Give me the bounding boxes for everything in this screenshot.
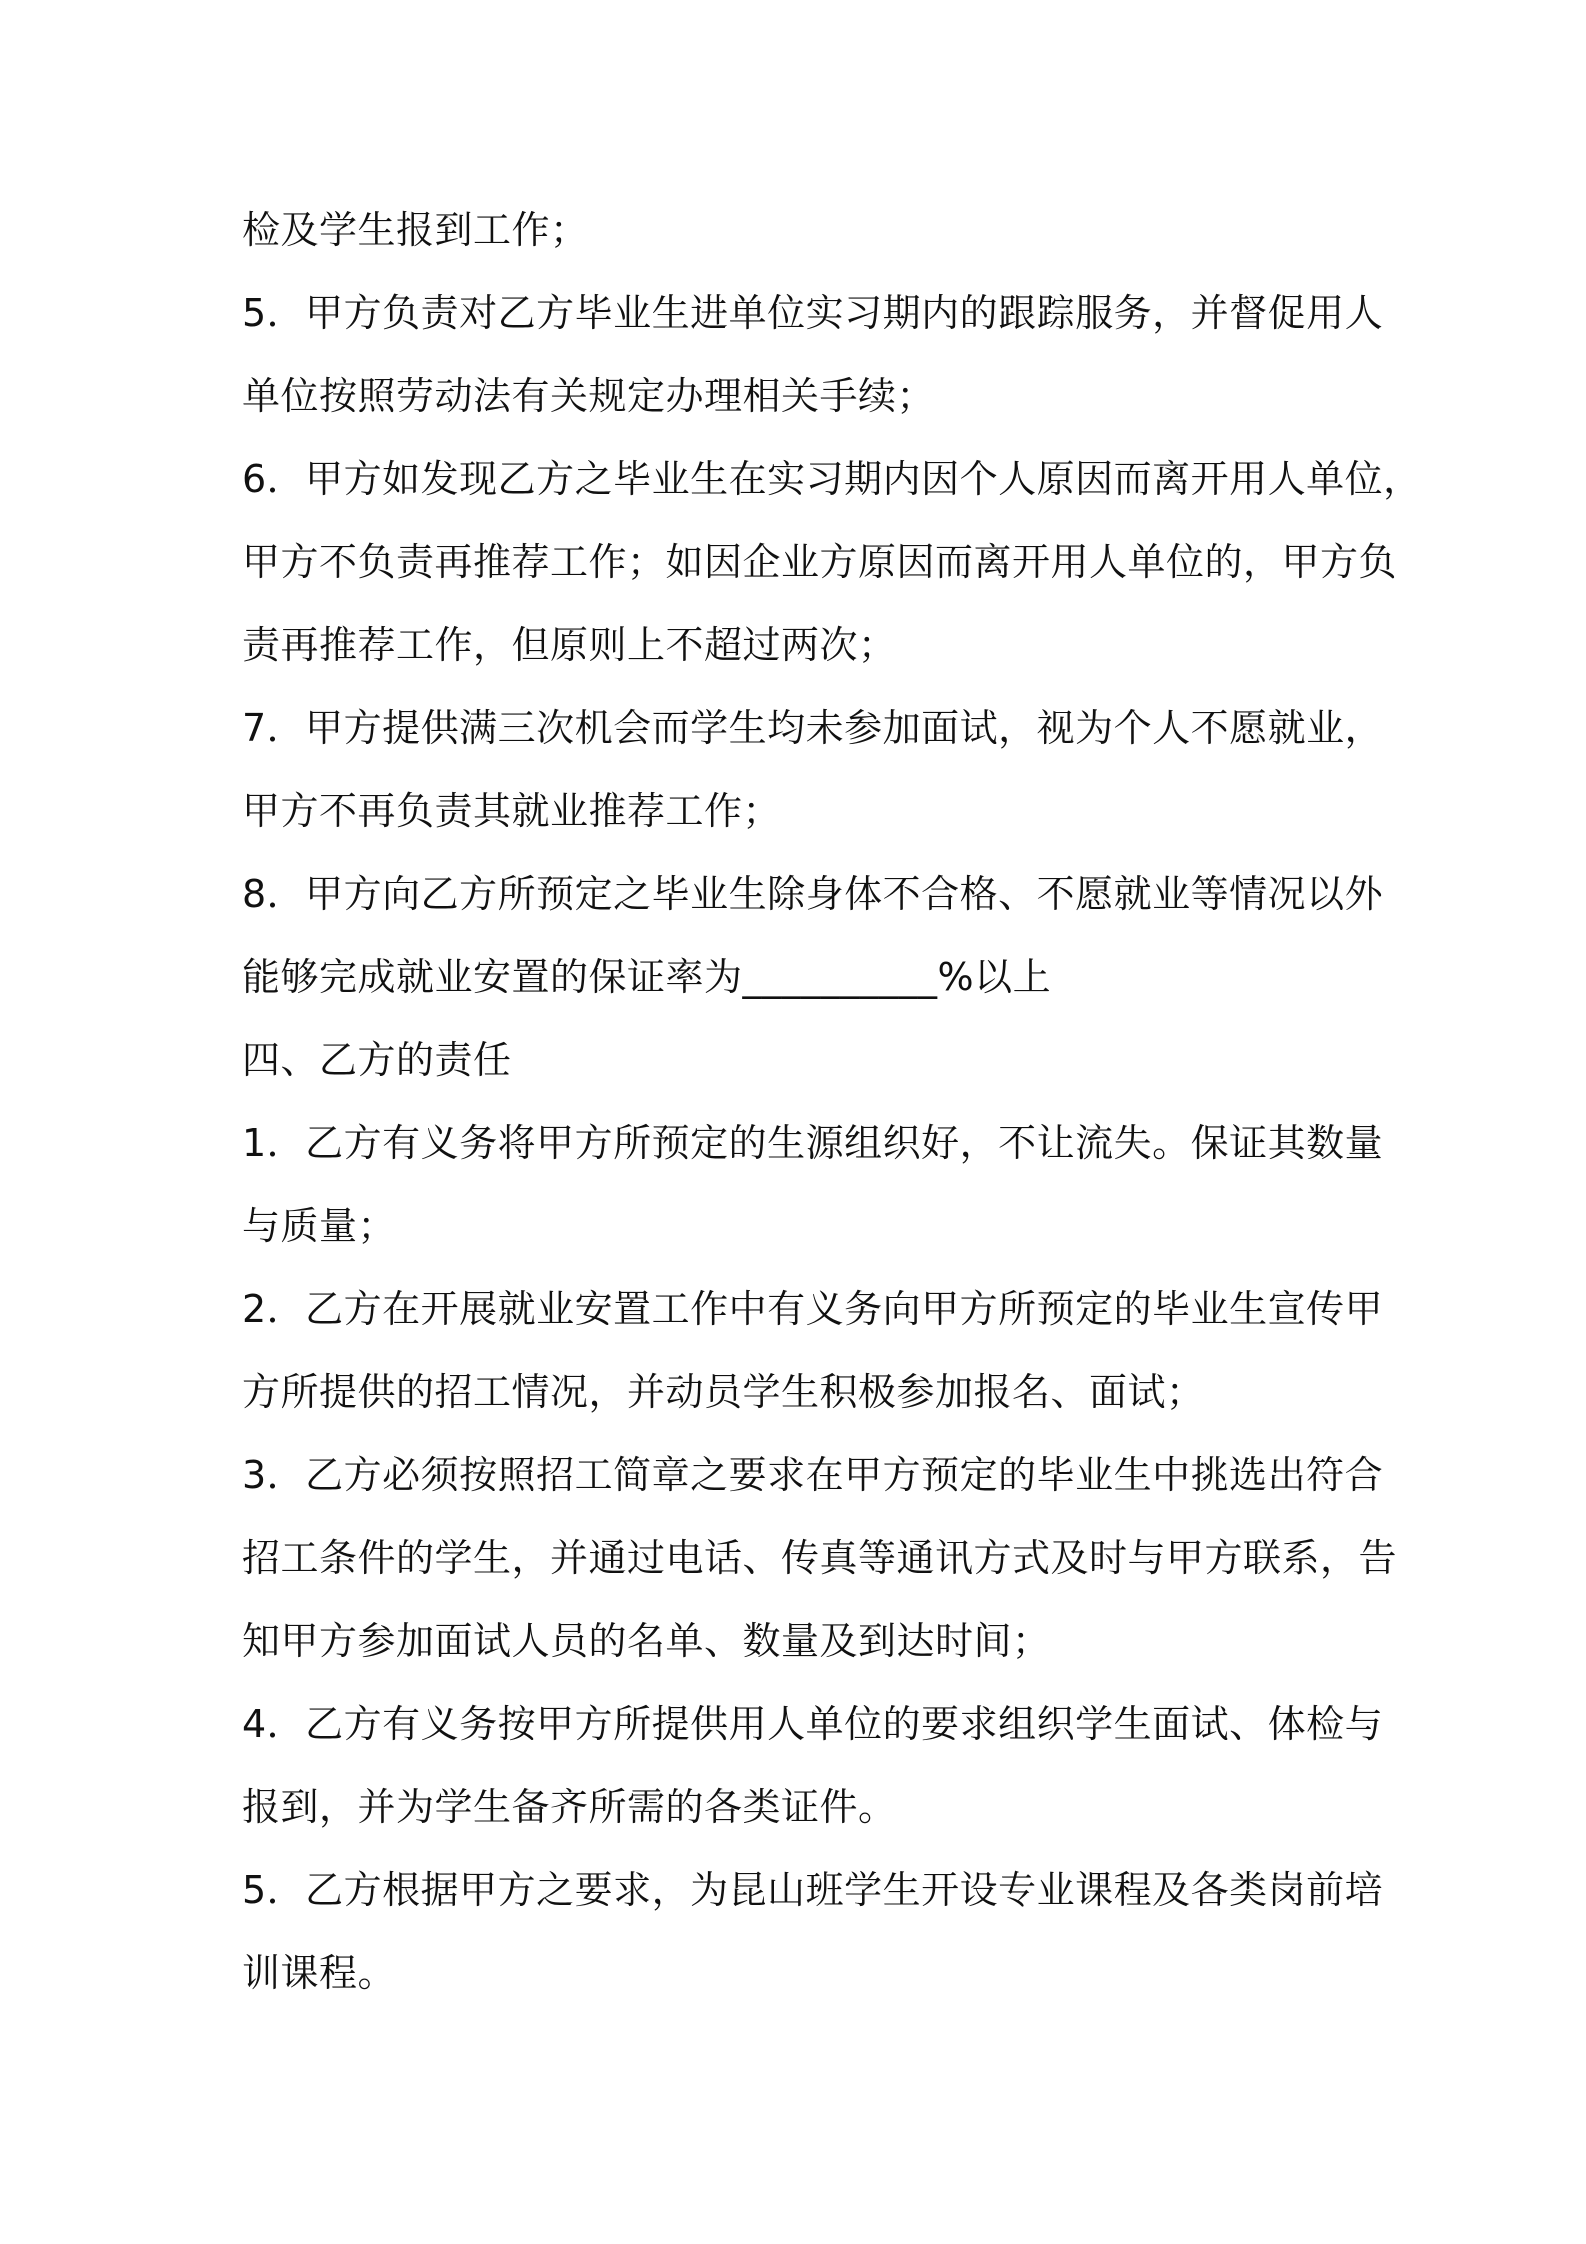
- text-line: 6．甲方如发现乙方之毕业生在实习期内因个人原因而离开用人单位，: [242, 457, 1422, 501]
- text-line: 报到，并为学生备齐所需的各类证件。: [242, 1785, 897, 1829]
- text-line: 1．乙方有义务将甲方所预定的生源组织好，不让流失。保证其数量: [242, 1121, 1384, 1165]
- text-line: 知甲方参加面试人员的名单、数量及到达时间；: [242, 1619, 1051, 1663]
- text-line: 5．乙方根据甲方之要求，为昆山班学生开设专业课程及各类岗前培: [242, 1868, 1384, 1912]
- section-heading: 四、乙方的责任: [242, 1038, 512, 1082]
- text-line: 与质量；: [242, 1204, 397, 1248]
- text-line: 4．乙方有义务按甲方所提供用人单位的要求组织学生面试、体检与: [242, 1702, 1384, 1746]
- text-line: 3．乙方必须按照招工简章之要求在甲方预定的毕业生中挑选出符合: [242, 1453, 1384, 1497]
- text-line: 8．甲方向乙方所预定之毕业生除身体不合格、不愿就业等情况以外: [242, 872, 1384, 916]
- text-line: 2．乙方在开展就业安置工作中有义务向甲方所预定的毕业生宣传甲: [242, 1287, 1384, 1331]
- text-line: 检及学生报到工作；: [242, 208, 589, 252]
- text-line: 甲方不负责再推荐工作；如因企业方原因而离开用人单位的，甲方负: [242, 540, 1398, 584]
- text-line: 5．甲方负责对乙方毕业生进单位实习期内的跟踪服务，并督促用人: [242, 291, 1384, 335]
- text-line: 责再推荐工作，但原则上不超过两次；: [242, 623, 897, 667]
- text-line: 甲方不再负责其就业推荐工作；: [242, 789, 782, 833]
- text-line: 训课程。: [242, 1951, 397, 1995]
- text-line: 单位按照劳动法有关规定办理相关手续；: [242, 374, 936, 418]
- text-line: 招工条件的学生，并通过电话、传真等通讯方式及时与甲方联系，告: [242, 1536, 1398, 1580]
- text-line: 7．甲方提供满三次机会而学生均未参加面试，视为个人不愿就业，: [242, 706, 1384, 750]
- text-line: 能够完成就业安置的保证率为__________%以上: [242, 955, 1052, 999]
- text-line: 方所提供的招工情况，并动员学生积极参加报名、面试；: [242, 1370, 1205, 1414]
